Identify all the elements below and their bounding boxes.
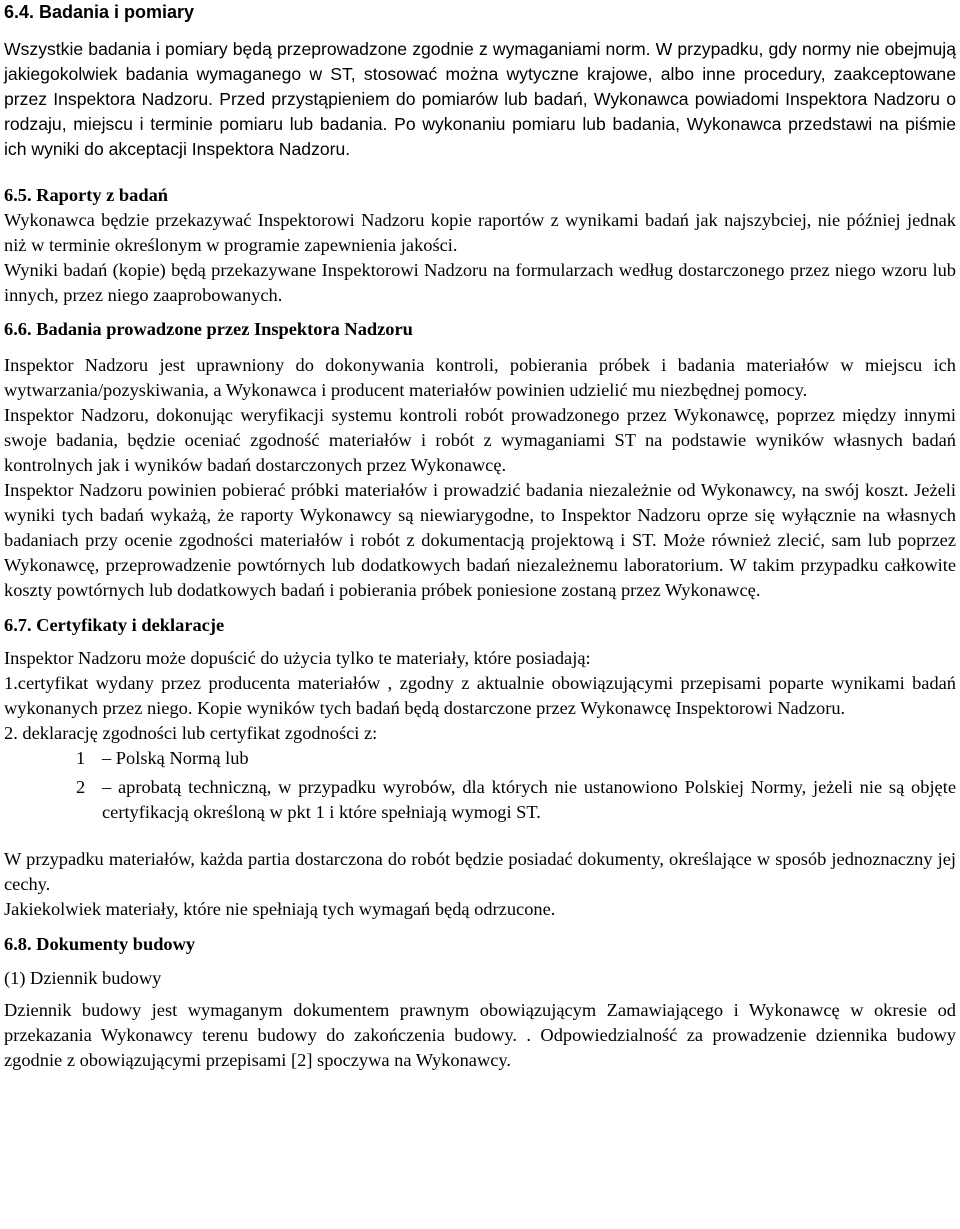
- section-6-5-heading: 6.5. Raporty z badań: [4, 185, 168, 205]
- section-6-7-item-2: 2. deklarację zgodności lub certyfikat zgodności z:: [4, 723, 378, 743]
- sub-list-number: 1: [76, 748, 86, 768]
- section-6-8-subheading: (1) Dziennik budowy: [4, 968, 162, 988]
- section-6-7-paragraph-2: Jakiekolwiek materiały, które nie spełniają tych wymagań będą odrzucone.: [4, 899, 556, 919]
- section-6-6-paragraph-1: Inspektor Nadzoru jest uprawniony do dokonywania kontroli, pobierania próbek i badania materiałów w miejscu ich wytwarzania/pozyskiwania, a Wykonawca i producent materiałów powinien udzielić mu niezbędnej pomocy.: [4, 355, 956, 400]
- sub-list-item: [4, 775, 956, 825]
- section-6-6-paragraph-3: Inspektor Nadzoru powinien pobierać próbki materiałów i prowadzić badania niezależnie od Wykonawcy, na swój koszt. Jeżeli wyniki tych badań wykażą, że raporty Wykonawcy są niewiarygodne, to Inspektor Nadzoru oprze się wyłącznie na własnych badaniach przy ocenie zgodności materiałów i robót z dokumentacją projektową i ST. Może również zlecić, sam lub poprzez Wykonawcę, przeprowadzenie powtórnych lub dodatkowych badań niezależnemu laboratorium. W takim przypadku całkowite koszty powtórnych lub dodatkowych badań i pobierania próbek poniesione zostaną przez Wykonawcę.: [4, 480, 956, 600]
- section-6-5-block: [4, 183, 956, 258]
- section-6-7-intro: Inspektor Nadzoru może dopuścić do użycia tylko te materiały, które posiadają:: [4, 648, 591, 668]
- sub-list-item: [4, 746, 956, 771]
- section-6-8-paragraph: Dziennik budowy jest wymaganym dokumentem prawnym obowiązującym Zamawiającego i Wykonawcę w okresie od przekazania Wykonawcy terenu budowy do zakończenia budowy. . Odpowiedzialność za prowadzenie dziennika budowy zgodnie z obowiązującymi przepisami [2] spoczywa na Wykonawcy.: [4, 1000, 956, 1070]
- section-6-7-item-1: 1.certyfikat wydany przez producenta materiałów , zgodny z aktualnie obowiązującymi przepisami poparte wynikami badań wykonanych przez niego. Kopie wyników tych badań będą dostarczone przez Wykonawcę Inspektorowi Nadzoru.: [4, 673, 956, 718]
- section-6-6-paragraph-2: Inspektor Nadzoru, dokonując weryfikacji systemu kontroli robót prowadzonego przez Wykonawcę, poprzez między innymi swoje badania, będzie oceniać zgodność materiałów i robót z wymaganiami ST na podstawie wyników własnych badań kontrolnych jak i wyników badań dostarczonych przez Wykonawcę.: [4, 405, 956, 475]
- section-6-4-paragraph: Wszystkie badania i pomiary będą przeprowadzone zgodnie z wymaganiami norm. W przypadku, gdy normy nie obejmują jakiegokolwiek badania wymaganego w ST, stosować można wytyczne krajowe, albo inne procedury, zaakceptowane przez Inspektora Nadzoru. Przed przystąpieniem do pomiarów lub badań, Wykonawca powiadomi Inspektora Nadzoru o rodzaju, miejscu i terminie pomiaru lub badania. Po wykonaniu pomiaru lub badania, Wykonawca przedstawi na piśmie ich wyniki do akceptacji Inspektora Nadzoru.: [4, 39, 956, 159]
- section-6-6-heading: 6.6. Badania prowadzone przez Inspektora Nadzoru: [4, 319, 413, 339]
- section-6-7-paragraph-1: W przypadku materiałów, każda partia dostarczona do robót będzie posiadać dokumenty, określające w sposób jednoznaczny jej cechy.: [4, 849, 956, 894]
- section-6-5-paragraph-1: Wykonawca będzie przekazywać Inspektorowi Nadzoru kopie raportów z wynikami badań jak najszybciej, nie później jednak niż w terminie określonym w programie zapewnienia jakości.: [4, 210, 956, 255]
- sub-list-text: – aprobatą techniczną, w przypadku wyrobów, dla których nie ustanowiono Polskiej Normy, jeżeli nie są objęte certyfikacją określoną w pkt 1 i które spełniają wymogi ST.: [102, 777, 956, 822]
- section-6-8-heading: 6.8. Dokumenty budowy: [4, 934, 196, 954]
- sub-list-number: 2: [76, 777, 86, 797]
- section-6-5-paragraph-2: Wyniki badań (kopie) będą przekazywane Inspektorowi Nadzoru na formularzach według dostarczonego przez niego wzoru lub innych, przez niego zaaprobowanych.: [4, 260, 956, 305]
- sub-list-text: – Polską Normą lub: [102, 748, 249, 768]
- section-6-7-heading: 6.7. Certyfikaty i deklaracje: [4, 615, 225, 635]
- section-6-4-heading: 6.4. Badania i pomiary: [4, 2, 195, 22]
